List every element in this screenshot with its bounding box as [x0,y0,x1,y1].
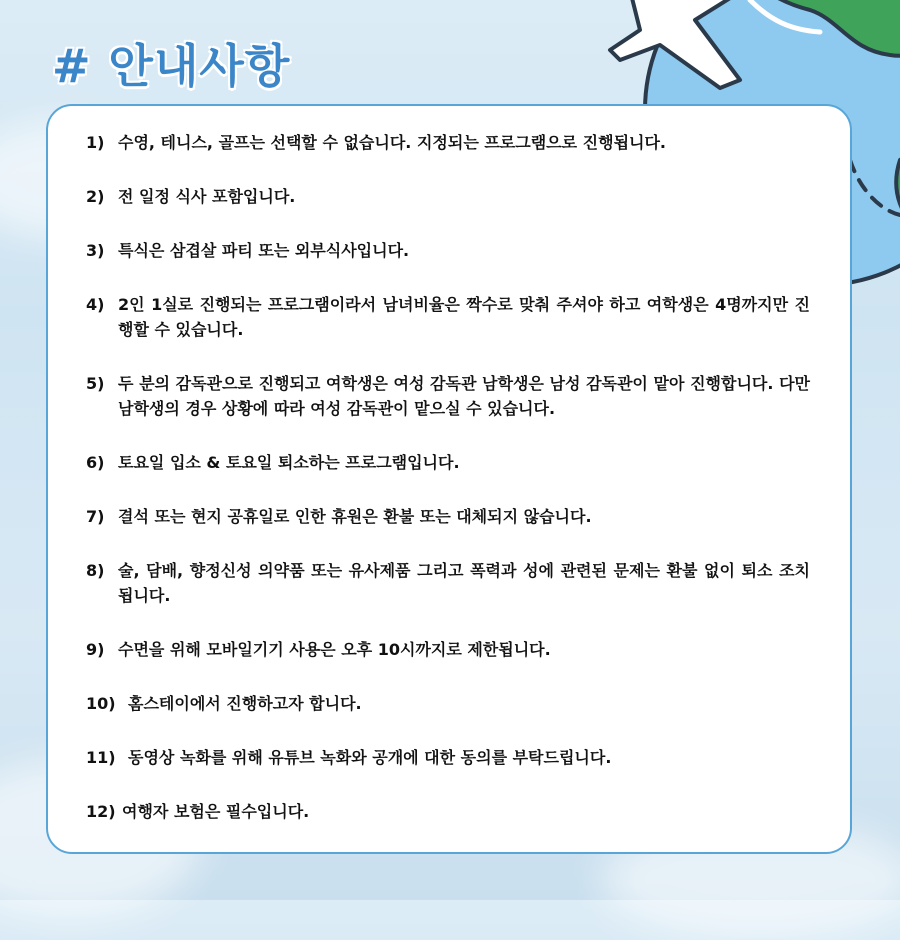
notice-number: 5) [86,374,105,393]
notice-item-9 [86,637,810,662]
notice-item-2 [86,184,810,209]
notice-item-8 [86,558,810,608]
notice-number: 3) [86,241,105,260]
notice-item-1 [86,130,810,155]
notice-text: 토요일 입소 & 토요일 퇴소하는 프로그램입니다. [118,453,460,472]
notice-card [46,104,852,854]
notice-item-3 [86,238,810,263]
notice-number: 8) [86,561,105,580]
notice-text: 특식은 삼겹살 파티 또는 외부식사입니다. [118,241,410,260]
notice-text: 술, 담배, 향정신성 의약품 또는 유사제품 그리고 폭력과 성에 관련된 문제는 환불 없이 퇴소 조치 됩니다. [118,561,810,605]
notice-text: 수영, 테니스, 골프는 선택할 수 없습니다. 지정되는 프로그램으로 진행됩니다. [118,133,667,152]
notice-number: 12) [86,802,116,821]
page-title: # 안내사항 [52,39,291,93]
notice-item-5 [86,371,810,421]
notice-text: 수면을 위해 모바일기기 사용은 오후 10시까지로 제한됩니다. [118,640,551,659]
notice-text: 동영상 녹화를 위해 유튜브 녹화와 공개에 대한 동의를 부탁드립니다. [128,748,612,767]
notice-text: 여행자 보험은 필수입니다. [122,802,310,821]
notice-number: 1) [86,133,105,152]
notice-text: 홈스테이에서 진행하고자 합니다. [128,694,362,713]
notice-text: 전 일정 식사 포함입니다. [118,187,296,206]
notice-number: 6) [86,453,105,472]
notice-number: 4) [86,295,105,314]
notice-number: 11) [86,748,116,767]
notice-item-11 [86,745,810,770]
notice-number: 2) [86,187,105,206]
notice-number: 10) [86,694,116,713]
notice-item-6 [86,450,810,475]
notice-item-7 [86,504,810,529]
notice-item-4 [86,292,810,342]
notice-number: 7) [86,507,105,526]
notice-text: 두 분의 감독관으로 진행되고 여학생은 여성 감독관 남학생은 남성 감독관이 맡아 진행합니다. 다만 남학생의 경우 상황에 따라 여성 감독관이 맡으실 수 있습니다. [118,374,810,418]
notice-text: 결석 또는 현지 공휴일로 인한 휴원은 환불 또는 대체되지 않습니다. [118,507,592,526]
notice-number: 9) [86,640,105,659]
notice-item-10 [86,691,810,716]
notice-item-12 [86,799,810,824]
notice-text: 2인 1실로 진행되는 프로그램이라서 남녀비율은 짝수로 맞춰 주셔야 하고 여학생은 4명까지만 진행할 수 있습니다. [118,295,810,339]
